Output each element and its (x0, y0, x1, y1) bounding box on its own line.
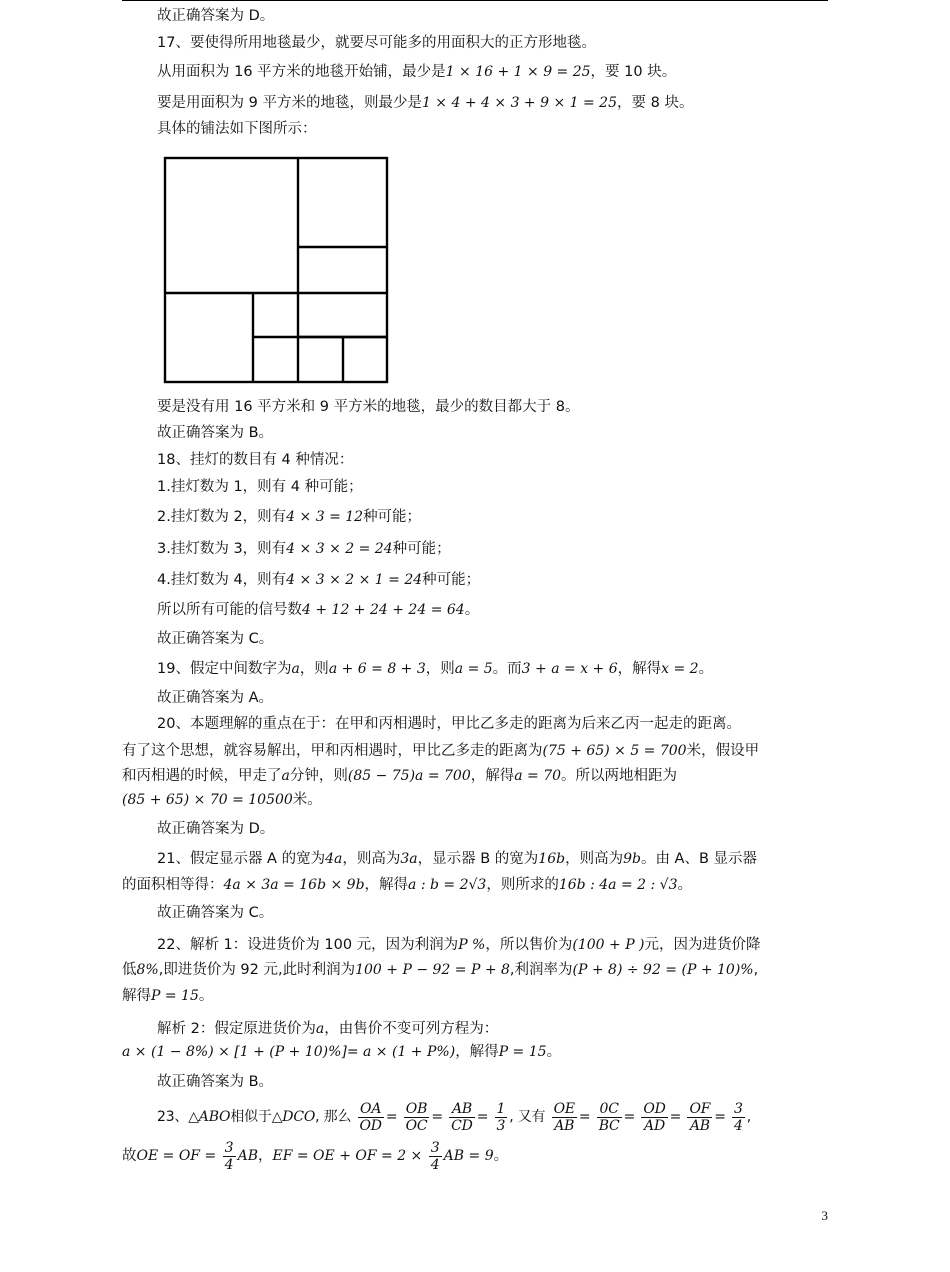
line: 解得P = 15。 (122, 988, 214, 1004)
line: 2.挂灯数为 2，则有4 × 3 = 12种可能； (157, 509, 422, 525)
line: 和丙相遇的时候，甲走了a分钟，则(85 − 75)a = 700，解得a = 70。所以两地相距为 (122, 768, 678, 784)
fraction: $\frac{OD}{AD}$ (643, 1100, 666, 1134)
fraction: $\frac{3}{4}$ (734, 1100, 743, 1134)
line: 故正确答案为 C。 (157, 905, 274, 921)
line: 有了这个思想，就容易解出，甲和丙相遇时，甲比乙多走的距离为(75 + 65) × 5 = 700米，假设甲 (122, 743, 760, 759)
line: 要是没有用 16 平方米和 9 平方米的地毯，最少的数目都大于 8。 (157, 399, 580, 415)
fraction: $\frac{OF}{AB}$ (689, 1100, 711, 1134)
line: 解析 2：假定原进货价为a，由售价不变可列方程为： (157, 1021, 499, 1037)
line: 22、解析 1：设进货价为 100 元，因为利润为P %，所以售价为(100 + P )元，因为进货价降 (157, 937, 761, 953)
line: 18、挂灯的数目有 4 种情况： (157, 452, 354, 468)
line: 的面积相等得：4a × 3a = 16b × 9b，解得a : b = 2√3，则所求的16b : 4a = 2 : √3。 (122, 877, 692, 893)
line: 1.挂灯数为 1，则有 4 种可能； (157, 479, 363, 495)
line: 低8%,即进货价为 92 元,此时利润为100 + P − 92 = P + 8,利润率为(P + 8) ÷ 92 = (P + 10)%, (122, 962, 759, 978)
fraction: $\frac{OB}{OC}$ (405, 1100, 428, 1134)
carpet-tiling-diagram (163, 156, 391, 386)
page-number: 3 (821, 1208, 828, 1223)
line: 21、假定显示器 A 的宽为4a，则高为3a，显示器 B 的宽为16b，则高为9b。由 A、B 显示器 (157, 851, 758, 867)
fraction: $\frac{OE}{AB}$ (553, 1100, 575, 1134)
fraction: $\frac{1}{3}$ (496, 1100, 506, 1134)
line: 17、要使得所用地毯最少，就要尽可能多的用面积大的正方形地毯。 (157, 35, 596, 51)
line: 故OE = OF = $\frac{3}{4}$ AB，EF = OE + OF = 2 × $\frac{3}{4}$ AB = 9。 (122, 1139, 509, 1173)
line: 故正确答案为 B。 (157, 425, 274, 441)
line: 23、△ABO相似于△DCO, 那么 $\frac{OA}{OD}$ = $\frac{OB}{OC}$ = $\frac{AB}{CD}$ = $\frac{1}{3}$ , 又有 $\frac{OE}{AB}$ = $\frac{0C}{BC}$ = $\frac{OD}{AD}$ = $\frac{OF}{AB}$ = $\frac{3}{4}$ , (157, 1100, 751, 1134)
line: (85 + 65) × 70 = 10500米。 (122, 792, 322, 808)
line: 4.挂灯数为 4，则有4 × 3 × 2 × 1 = 24种可能； (157, 572, 481, 588)
line: 具体的铺法如下图所示： (157, 121, 317, 137)
line: 故正确答案为 C。 (157, 631, 274, 647)
line: 故正确答案为 B。 (157, 1074, 274, 1090)
fraction: $\frac{OA}{OD}$ (359, 1100, 382, 1134)
fraction: $\frac{AB}{CD}$ (451, 1100, 473, 1134)
line: 19、假定中间数字为a，则a + 6 = 8 + 3，则a = 5。而3 + a = x + 6，解得x = 2。 (157, 661, 714, 677)
line: 从用面积为 16 平方米的地毯开始铺，最少是1 × 16 + 1 × 9 = 25，要 10 块。 (157, 64, 677, 80)
fraction: $\frac{3}{4}$ (430, 1139, 440, 1173)
line: a × (1 − 8%) × [1 + (P + 10)%]= a × (1 + P%)，解得P = 15。 (122, 1044, 562, 1060)
fraction: $\frac{0C}{BC}$ (598, 1100, 620, 1134)
line: 20、本题理解的重点在于：在甲和丙相遇时，甲比乙多走的距离为后来乙丙一起走的距离。 (157, 716, 741, 732)
line: 所以所有可能的信号数4 + 12 + 24 + 24 = 64。 (157, 602, 480, 618)
top-rule (122, 0, 828, 1)
line: 故正确答案为 D。 (157, 8, 275, 24)
line: 要是用面积为 9 平方米的地毯，则最少是1 × 4 + 4 × 3 + 9 × 1 = 25，要 8 块。 (157, 95, 694, 111)
line: 故正确答案为 D。 (157, 821, 275, 837)
outer-square (165, 158, 387, 382)
fraction: $\frac{3}{4}$ (224, 1139, 234, 1173)
line: 故正确答案为 A。 (157, 690, 274, 706)
line: 3.挂灯数为 3，则有4 × 3 × 2 = 24种可能； (157, 541, 451, 557)
